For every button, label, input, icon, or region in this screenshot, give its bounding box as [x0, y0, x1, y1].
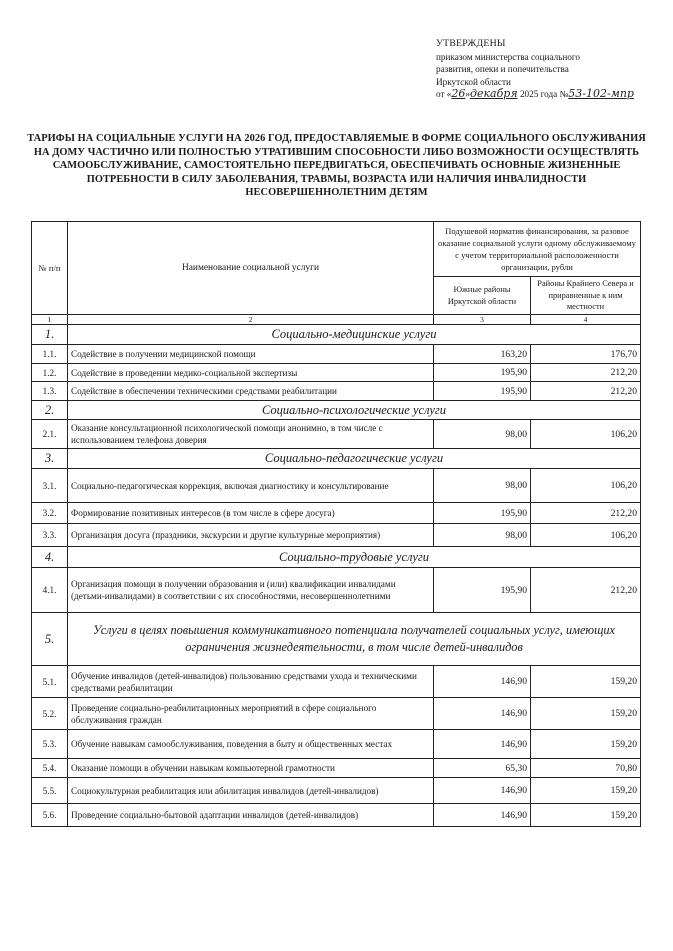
header-north: Районы Крайнего Севера и приравненные к ним местности [531, 277, 641, 315]
table-row [32, 698, 641, 730]
colnum-4: 4 [531, 315, 641, 325]
tariff-south: 146,90 [434, 666, 531, 698]
table-row [32, 759, 641, 778]
section-title: Услуги в целях повышения коммуникативного потенциала получателей социальных услуг, имеющих ограничения жизнедеятельности, в том числе детей-инвалидов [68, 613, 641, 666]
tariff-north: 159,20 [531, 730, 641, 759]
tariff-south: 65,30 [434, 759, 531, 778]
table-row [32, 568, 641, 613]
approval-line-3: Иркутской области [436, 76, 511, 87]
table-row [32, 730, 641, 759]
table-row [32, 503, 641, 524]
section-number: 2. [32, 401, 68, 420]
header-funding-group: Подушевой норматив финансирования, за разовое оказание социальной услуги одному обслуживаемому с учетом территориальной расположенности организации, рубли [434, 222, 641, 277]
tariff-north: 159,20 [531, 778, 641, 804]
service-name: Содействие в проведении медико-социальной экспертизы [68, 364, 434, 382]
tariff-south: 163,20 [434, 345, 531, 364]
row-number: 5.2. [32, 698, 68, 730]
tariff-north: 159,20 [531, 804, 641, 827]
table-row [32, 524, 641, 547]
table-row [32, 778, 641, 804]
section-row [32, 547, 641, 568]
row-number: 2.1. [32, 420, 68, 449]
date-mid: » [465, 89, 470, 99]
table-row [32, 364, 641, 382]
row-number: 1.1. [32, 345, 68, 364]
document-title: ТАРИФЫ НА СОЦИАЛЬНЫЕ УСЛУГИ НА 2026 ГОД, ПРЕДОСТАВЛЯЕМЫЕ В ФОРМЕ СОЦИАЛЬНОГО ОБСЛУЖИВАНИЯ НА ДОМУ ЧАСТИЧНО ИЛИ ПОЛНОСТЬЮ УТРАТИВШИМ СПОСОБНОСТИ ЛИБО ВОЗМОЖНОСТИ ОСУЩЕСТВЛЯТЬ САМООБСЛУЖИВАНИЕ, САМОСТОЯТЕЛЬНО ПЕРЕДВИГАТЬСЯ, ОБЕСПЕЧИВАТЬ ОСНОВНЫЕ ЖИЗНЕННЫЕ ПОТРЕБНОСТИ В СИЛУ ЗАБОЛЕВАНИЯ, ТРАВМЫ, ВОЗРАСТА ИЛИ НАЛИЧИЯ ИНВАЛИДНОСТИ НЕСОВЕРШЕННОЛЕТНИМ ДЕТЯМ [27, 133, 646, 199]
date-year: 2025 года № [519, 89, 569, 99]
service-name: Проведение социально-бытовой адаптации инвалидов (детей-инвалидов) [68, 804, 434, 827]
section-number: 4. [32, 547, 68, 568]
row-number: 5.5. [32, 778, 68, 804]
row-number: 5.1. [32, 666, 68, 698]
tariff-south: 98,00 [434, 524, 531, 547]
tariff-south: 195,90 [434, 503, 531, 524]
tariff-north: 212,20 [531, 503, 641, 524]
section-row [32, 449, 641, 469]
header-south: Южные районы Иркутской области [434, 277, 531, 315]
service-name: Обучение инвалидов (детей-инвалидов) пользованию средствами ухода и техническими средствами реабилитации [68, 666, 434, 698]
column-number-row [32, 315, 641, 325]
row-number: 1.2. [32, 364, 68, 382]
tariff-north: 106,20 [531, 469, 641, 503]
tariff-south: 195,90 [434, 364, 531, 382]
tariff-north: 106,20 [531, 420, 641, 449]
tariff-south: 98,00 [434, 469, 531, 503]
tariff-south: 98,00 [434, 420, 531, 449]
tariff-south: 146,90 [434, 778, 531, 804]
service-name: Содействие в получении медицинской помощи [68, 345, 434, 364]
table-row [32, 469, 641, 503]
tariff-south: 195,90 [434, 568, 531, 613]
tariff-north: 159,20 [531, 698, 641, 730]
tariff-north: 212,20 [531, 382, 641, 401]
tariffs-table [31, 221, 641, 827]
service-name: Социокультурная реабилитация или абилитация инвалидов (детей-инвалидов) [68, 778, 434, 804]
section-number: 5. [32, 613, 68, 666]
header-num: № п/п [32, 222, 68, 315]
tariff-south: 195,90 [434, 382, 531, 401]
section-number: 3. [32, 449, 68, 469]
section-number: 1. [32, 325, 68, 345]
row-number: 4.1. [32, 568, 68, 613]
tariff-north: 159,20 [531, 666, 641, 698]
row-number: 3.1. [32, 469, 68, 503]
row-number: 1.3. [32, 382, 68, 401]
service-name: Оказание консультационной психологической помощи анонимно, в том числе с использованием телефона доверия [68, 420, 434, 449]
section-title: Социально-медицинские услуги [68, 325, 641, 345]
table-row [32, 345, 641, 364]
approval-stamp [436, 38, 666, 101]
section-title: Социально-трудовые услуги [68, 547, 641, 568]
tariff-south: 146,90 [434, 698, 531, 730]
section-title: Социально-психологические услуги [68, 401, 641, 420]
tariff-north: 176,70 [531, 345, 641, 364]
approval-line-1: приказом министерства социального [436, 51, 581, 62]
service-name: Организация досуга (праздники, экскурсии и другие культурные мероприятия) [68, 524, 434, 547]
row-number: 5.3. [32, 730, 68, 759]
section-row [32, 325, 641, 345]
service-name: Проведение социально-реабилитационных мероприятий в сфере социального обслуживания граждан [68, 698, 434, 730]
colnum-3: 3 [434, 315, 531, 325]
table-header-row [32, 222, 641, 277]
section-row [32, 401, 641, 420]
table-row [32, 420, 641, 449]
tariff-north: 212,20 [531, 568, 641, 613]
tariff-north: 212,20 [531, 364, 641, 382]
service-name: Социально-педагогическая коррекция, включая диагностику и консультирование [68, 469, 434, 503]
row-number: 5.4. [32, 759, 68, 778]
approval-date-line [436, 88, 666, 101]
service-name: Формирование позитивных интересов (в том числе в сфере досуга) [68, 503, 434, 524]
table-row [32, 666, 641, 698]
colnum-1: 1 [32, 315, 68, 325]
row-number: 3.3. [32, 524, 68, 547]
approval-heading: УТВЕРЖДЕНЫ [436, 38, 506, 49]
service-name: Содействие в обеспечении техническими средствами реабилитации [68, 382, 434, 401]
service-name: Обучение навыкам самообслуживания, поведения в быту и общественных местах [68, 730, 434, 759]
tariff-north: 106,20 [531, 524, 641, 547]
order-number: 53-102-мпр [568, 87, 634, 100]
table-row [32, 382, 641, 401]
date-prefix: от « [436, 89, 452, 99]
service-name: Оказание помощи в обучении навыкам компьютерной грамотности [68, 759, 434, 778]
tariff-south: 146,90 [434, 730, 531, 759]
row-number: 3.2. [32, 503, 68, 524]
tariff-north: 70,80 [531, 759, 641, 778]
service-name: Организация помощи в получении образования и (или) квалификации инвалидами (детьми-инвалидами) в соответствии с их способностями, несовершеннолетними [68, 568, 434, 613]
page-bottom-margin [0, 830, 673, 951]
tariff-south: 146,90 [434, 804, 531, 827]
section-title: Социально-педагогические услуги [68, 449, 641, 469]
approval-line-2: развития, опеки и попечительства [436, 64, 569, 74]
row-number: 5.6. [32, 804, 68, 827]
colnum-2: 2 [68, 315, 434, 325]
section-row [32, 613, 641, 666]
date-day: 26 [451, 87, 466, 100]
header-name: Наименование социальной услуги [68, 222, 434, 315]
table-row [32, 804, 641, 827]
date-month: декабря [469, 87, 518, 100]
